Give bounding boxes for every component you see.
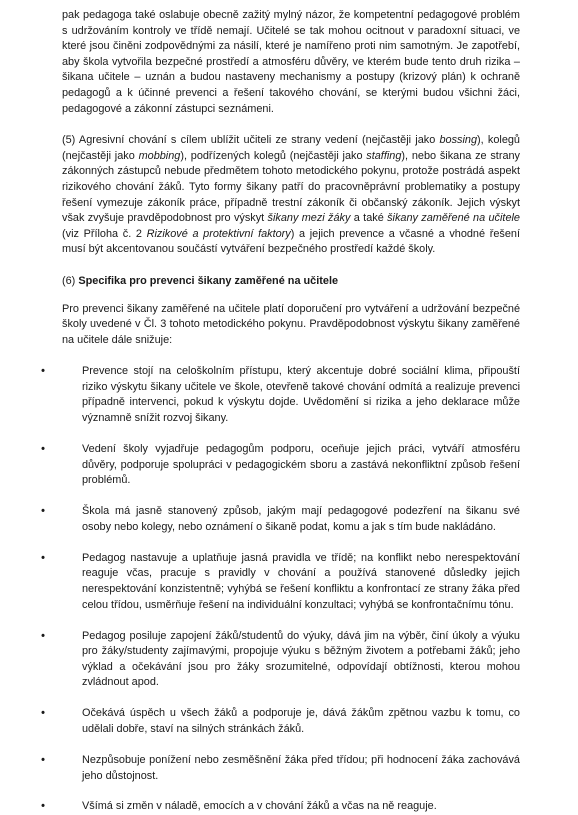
paragraph-5-text: (viz Příloha č. 2: [62, 227, 147, 240]
list-item-text: Očekává úspěch u všech žáků a podporuje je, dává žákům zpětnou vazbu k tomu, co udělali dobře, staví na silných stránkách žáků.: [82, 707, 520, 735]
list-item-text: Všímá si změn v náladě, emocích a v chování žáků a včas na ně reaguje.: [82, 800, 437, 813]
bullet-list: [41, 364, 520, 815]
bullet-icon: •: [41, 443, 45, 456]
bullet-icon: •: [41, 707, 45, 720]
bullet-icon: •: [41, 505, 45, 518]
bullet-icon: •: [41, 551, 45, 564]
paragraph-top: pak pedagoga také oslabuje obecně zažitý mylný názor, že kompetentní pedagogové problém s udržováním kontroly ve třídě nemají. Učitelé se tak mohou ocitnout v paradoxní situaci, ve které jsou činěni zodpovědnými za násilí, které je namířeno proti nim samotným. Je zapotřebí, aby škola vytvořila bezpečné prostředí a atmosféru důvěry, ve kterém bude tento druh rizika – šikana učitele – uznán a budou nastaveny mechanismy a postupy (krizový plán) k ochraně pedagogů a k účinné prevenci a řešení takového chování, se kterými budou všichni žáci, pedagogové a zákonní zástupci seznámeni.: [62, 9, 520, 115]
list-item: [41, 706, 520, 737]
intro-paragraph: Pro prevenci šikany zaměřené na učitele platí doporučení pro vytváření a udržování bezpečné školy uvedené v Čl. 3 tohoto metodického pokynu. Pravděpodobnost výskytu šikany zaměřené na učitele dále snižuje:: [62, 302, 520, 346]
list-item-text: Nezpůsobuje ponížení nebo zesměšnění žáka před třídou; při hodnocení žáka zachovává jeho důstojnost.: [82, 753, 520, 782]
list-item-text: Vedení školy vyjadřuje pedagogům podporu, oceňuje jejich práci, vytváří atmosféru důvěry, podporuje spolupráci v pedagogickém sboru a zastává nekonfliktní způsob řešení problémů.: [82, 443, 520, 487]
bullet-icon: •: [41, 800, 45, 813]
section-title: Specifika pro prevenci šikany zaměřené na učitele: [78, 274, 339, 287]
list-item-text: Škola má jasně stanovený způsob, jakým mají pedagogové podezření na šikanu své osoby nebo kolegy, nebo oznámení o šikaně podat, komu a jak s tím bude nakládáno.: [82, 505, 520, 533]
list-item: [41, 442, 520, 489]
paragraph-5-term: staffing: [366, 149, 402, 162]
paragraph-5-text: ), podřízených kolegů (nejčastěji jako: [180, 149, 367, 162]
list-item-text: Prevence stojí na celoškolním přístupu, který akcentuje dobré sociální klima, připouští riziko výskytu šikany učitele ve škole, otevřeně takové chování odmítá a realizuje prevenci případně intervenci, pokud k výskytu dojde. Uvědomění si rizika a jeho deklarace může významně snížit rozvoj šikany.: [82, 365, 520, 425]
bullet-icon: •: [41, 753, 45, 766]
bullet-icon: •: [41, 365, 45, 378]
list-item: [41, 551, 520, 613]
paragraph-5-term: bossing: [439, 134, 478, 147]
paragraph-5-term: mobbing: [138, 149, 181, 162]
paragraph-5-text: (5) Agresivní chování s cílem ublížit učiteli ze strany vedení (nejčastěji jako: [62, 134, 440, 147]
list-item-text: Pedagog posiluje zapojení žáků/studentů do výuky, dává jim na výběr, činí úkoly a výuku pro žáky/studenty zajímavými, propojuje výuku s běžným životem a potřebami žáků; jeho výklad a očekávání jsou pro žáky srozumitelné, odpovídají obtížnosti, kterou mohou zvládnout apod.: [82, 629, 520, 689]
paragraph-5: [62, 133, 520, 258]
paragraph-5-term: Rizikové a protektivní faktory: [146, 227, 291, 240]
paragraph-5-term: šikany mezi žáky: [267, 212, 351, 225]
section-heading: [62, 274, 520, 290]
section-number: (6): [62, 274, 79, 287]
paragraph-5-text: ), kolegů (nejčastěji jako: [62, 134, 520, 162]
paragraph-5-text: a také: [350, 212, 388, 225]
paragraph-5-text: ) a jejich prevence a včasné a vhodné řešení musí být akcentovanou součástí vytváření bezpečného prostředí každé školy.: [62, 227, 520, 256]
list-item: [41, 364, 520, 426]
list-item: [41, 799, 520, 815]
list-item: [41, 504, 520, 535]
list-item: [41, 629, 520, 691]
list-item-text: Pedagog nastavuje a uplatňuje jasná pravidla ve třídě; na konflikt nebo nerespektování reaguje včas, pracuje s pravidly v chování a používá stanovené důsledky jejich nerespektování konzistentně; vyhýbá se řešení konfliktu a konfrontací ze strany žáka před celou třídou, usměrňuje řešení na individuální konzultaci; vyhýbá se konfrontačnímu tónu.: [82, 551, 520, 611]
paragraph-5-text: ), nebo šikana ze strany zákonných zástupců nebude předmětem tohoto metodického pokynu, protože postrádá aspekt rizikového chování žáků. Tyto formy šikany patří do pracovněprávní problematiky a postupy řešení vymezuje zákoník práce, případně trestní zákoník či občanský zákoník. Jejich výskyt však zvyšuje pravděpodobnost pro výskyt: [62, 149, 521, 225]
list-item: [41, 753, 520, 784]
paragraph-5-term: šikany zaměřené na učitele: [387, 212, 520, 225]
bullet-icon: •: [41, 629, 45, 642]
